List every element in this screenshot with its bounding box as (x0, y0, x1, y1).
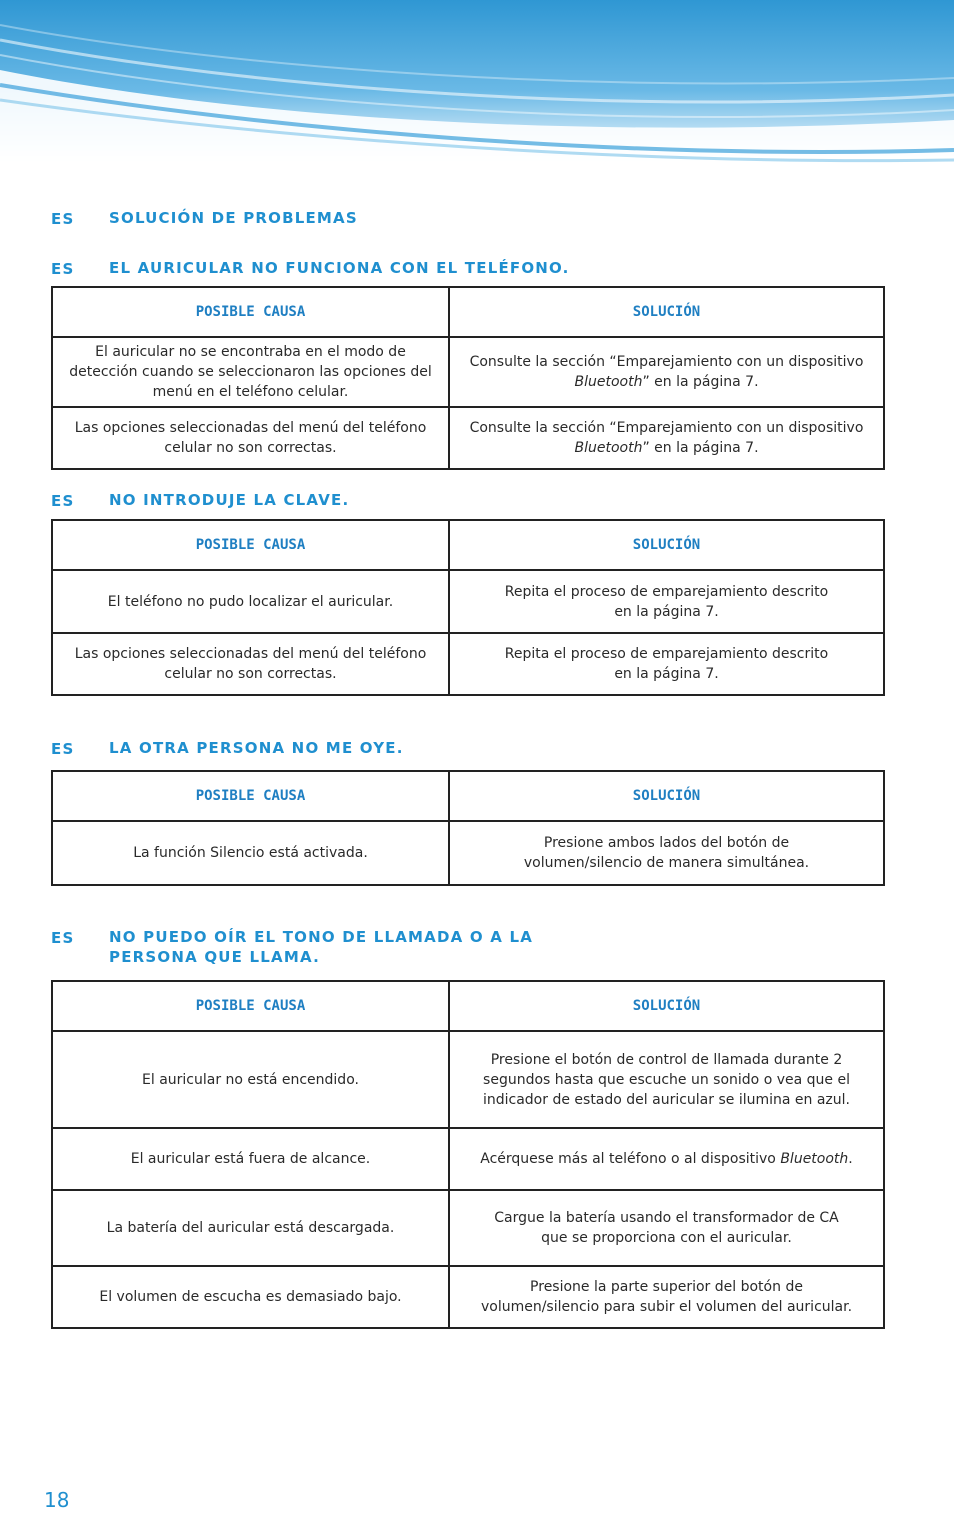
section-heading: EL AURICULAR NO FUNCIONA CON EL TELÉFONO. (109, 259, 570, 277)
troubleshooting-table (51, 519, 885, 696)
table-row (52, 1128, 884, 1190)
table-row (52, 337, 884, 407)
solution-cell (449, 1128, 884, 1190)
solution-text: Presione la parte superior del botón de (530, 1279, 803, 1295)
solution-cell (449, 821, 884, 885)
solution-text: ” en la página 7. (642, 374, 759, 390)
lang-code: ES (51, 210, 75, 228)
page-number: 18 (44, 1488, 70, 1512)
table-row (52, 570, 884, 633)
solution-text: . (848, 1151, 853, 1167)
header-wave-banner (0, 0, 954, 165)
solution-emphasis: Bluetooth (780, 1151, 849, 1167)
table-row (52, 1266, 884, 1328)
solution-text: en la página 7. (614, 603, 719, 620)
cause-cell: La función Silencio está activada. (52, 821, 449, 885)
cause-cell: Las opciones seleccionadas del menú del teléfono celular no son correctas. (52, 407, 449, 469)
column-header-cause: POSIBLE CAUSA (52, 520, 449, 570)
cause-cell: La batería del auricular está descargada. (52, 1190, 449, 1266)
table-header-row (52, 981, 884, 1031)
solution-text: Acérquese más al teléfono o al dispositivo (480, 1151, 781, 1167)
cause-cell: El auricular está fuera de alcance. (52, 1128, 449, 1190)
troubleshooting-table (51, 286, 885, 470)
section-heading (109, 927, 809, 967)
table-row (52, 1031, 884, 1128)
cause-cell: El auricular no está encendido. (52, 1031, 449, 1128)
section-heading: LA OTRA PERSONA NO ME OYE. (109, 739, 404, 757)
solution-text: Repita el proceso de emparejamiento descrito (504, 646, 829, 662)
solution-cell (449, 407, 884, 469)
lang-code: ES (51, 260, 75, 278)
cause-cell: El volumen de escucha es demasiado bajo. (52, 1266, 449, 1328)
troubleshooting-table (51, 770, 885, 886)
solution-cell (449, 337, 884, 407)
cause-cell: El auricular no se encontraba en el modo de detección cuando se seleccionaron las opciones del menú en el teléfono celular. (52, 337, 449, 407)
solution-emphasis: Bluetooth (574, 374, 643, 390)
solution-text: ” en la página 7. (642, 440, 759, 456)
table-header-row (52, 287, 884, 337)
section-heading-line: PERSONA QUE LLAMA. (109, 948, 320, 966)
solution-cell (449, 570, 884, 633)
solution-text: volumen/silencio para subir el volumen del auricular. (480, 1299, 853, 1315)
table-header-row (52, 520, 884, 570)
column-header-cause: POSIBLE CAUSA (52, 771, 449, 821)
lang-code: ES (51, 740, 75, 758)
solution-cell (449, 1266, 884, 1328)
column-header-cause: POSIBLE CAUSA (52, 981, 449, 1031)
lang-code: ES (51, 492, 75, 510)
section-heading: NO INTRODUJE LA CLAVE. (109, 491, 350, 509)
table-row (52, 1190, 884, 1266)
column-header-solution: SOLUCIÓN (449, 981, 884, 1031)
solution-cell (449, 633, 884, 695)
solution-cell: Presione el botón de control de llamada durante 2 segundos hasta que escuche un sonido o vea que el indicador de estado del auricular se ilumina en azul. (449, 1031, 884, 1128)
solution-emphasis: Bluetooth (574, 440, 643, 456)
table-row (52, 821, 884, 885)
table-row (52, 633, 884, 695)
solution-text: Consulte la sección “Emparejamiento con un dispositivo (469, 420, 864, 436)
page-title: SOLUCIÓN DE PROBLEMAS (109, 209, 358, 227)
column-header-cause: POSIBLE CAUSA (52, 287, 449, 337)
cause-cell: El teléfono no pudo localizar el auricular. (52, 570, 449, 633)
solution-text: Presione ambos lados del botón de (543, 835, 790, 851)
solution-text: en la página 7. (614, 666, 719, 682)
solution-text: Consulte la sección “Emparejamiento con un dispositivo (469, 354, 864, 370)
lang-code: ES (51, 929, 75, 947)
section-heading-line: NO PUEDO OÍR EL TONO DE LLAMADA O A LA (109, 928, 534, 946)
solution-text: Cargue la batería usando el transformador de CA (494, 1210, 839, 1226)
troubleshooting-table (51, 980, 885, 1329)
solution-text: que se proporciona con el auricular. (541, 1230, 792, 1246)
column-header-solution: SOLUCIÓN (449, 771, 884, 821)
column-header-solution: SOLUCIÓN (449, 520, 884, 570)
solution-text: volumen/silencio de manera simultánea. (523, 855, 810, 871)
table-header-row (52, 771, 884, 821)
column-header-solution: SOLUCIÓN (449, 287, 884, 337)
table-row (52, 407, 884, 469)
solution-text: Repita el proceso de emparejamiento descrito (504, 583, 829, 600)
solution-cell (449, 1190, 884, 1266)
cause-cell: Las opciones seleccionadas del menú del teléfono celular no son correctas. (52, 633, 449, 695)
